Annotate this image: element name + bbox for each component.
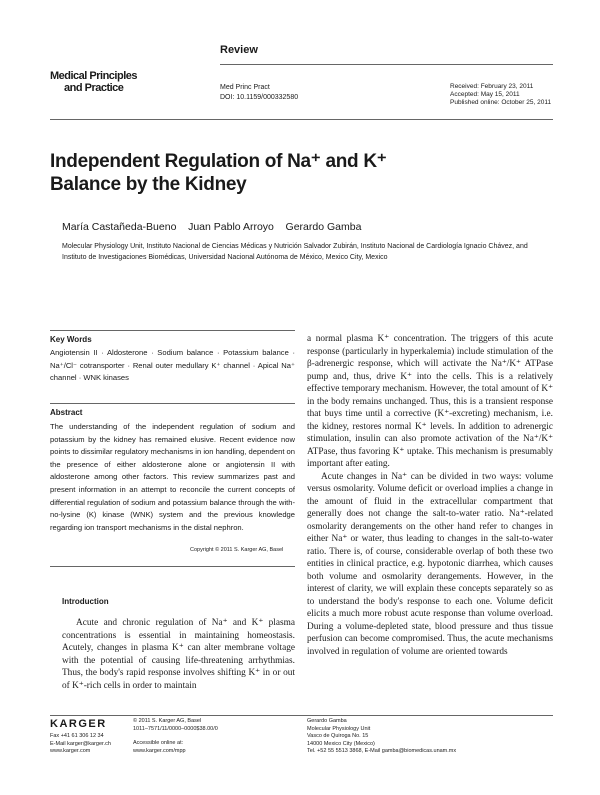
abstract-rule bbox=[50, 403, 295, 404]
journal-logo bbox=[50, 70, 170, 94]
corr-name: Gerardo Gamba bbox=[307, 718, 347, 724]
corr-street: Vasco de Quiroga No. 15 bbox=[307, 733, 369, 740]
intro-paragraph: Acute and chronic regulation of Na⁺ and K⁺ plasma concentrations is essential in maintaining homeostasis. Acutely, changes in plasma K⁺ can alter membrane voltage with the potential of causing life-threatening arrhythmias. Thus, the body's rapid response involves shifting K⁺ in or out of K⁺-rich cells in order to maintain bbox=[62, 618, 295, 691]
journal-name-line1: Medical Principles bbox=[50, 70, 137, 82]
dates-block bbox=[450, 83, 551, 108]
publisher-contact bbox=[50, 733, 111, 756]
header-rule bbox=[220, 64, 553, 65]
title-line-2: Balance by the Kidney bbox=[50, 174, 247, 195]
affiliation: Molecular Physiology Unit, Instituto Nacional de Ciencias Médicas y Nutrición Salvador Zubirán, Instituto Nacional de Cardiología Ignacio Chávez, and Instituto de Investigaciones Biomédicas, Universidad Nacional Autónoma de México, Mexico City, Mexico bbox=[62, 243, 528, 261]
keywords-heading: Key Words bbox=[50, 335, 92, 344]
title-line-1: Independent Regulation of Na⁺ and K⁺ bbox=[50, 151, 387, 172]
journal-name-line2: and Practice bbox=[64, 82, 124, 94]
abstract-bottom-rule bbox=[50, 566, 295, 567]
footer-copyright-block bbox=[133, 718, 218, 755]
right-column bbox=[307, 333, 553, 658]
footer-rule bbox=[50, 715, 553, 716]
access-label: Accessible online at: bbox=[133, 740, 184, 747]
correspondence-block bbox=[307, 718, 456, 756]
corr-contact: Tel. +52 55 5513 3868, E-Mail gamba@biomedicas.unam.mx bbox=[307, 748, 457, 755]
title-top-rule bbox=[50, 119, 553, 120]
footer-issn: 1011–7571/11/0000–0000$38.00/0 bbox=[133, 725, 218, 732]
published-date: Published online: October 25, 2011 bbox=[450, 99, 552, 107]
abstract-text: The understanding of the independent regulation of sodium and potassium by the kidney has remained elusive. Recent evidence now points to dissimilar regulatory mechanisms in ion handling, dependent on the presence of either aldosterone alone or angiotensin II with aldosterone among other factors. This review summarizes past and present information in an attempt to reconcile the current concepts of differential regulation of sodium and potassium balance through the with-no-lysine (K) kinase (WNK) system and the previous knowledge regarding ion transport mechanisms in the distal nephron. bbox=[50, 422, 295, 532]
keywords-rule bbox=[50, 330, 295, 331]
publisher-email: E-Mail karger@karger.ch bbox=[50, 740, 111, 747]
publisher-logo: KARGER bbox=[50, 718, 107, 730]
citation-block bbox=[220, 83, 298, 103]
page-title bbox=[50, 150, 490, 196]
keywords-text: Angiotensin II · Aldosterone · Sodium balance · Potassium balance · Na⁺/Cl⁻ cotransporter · Renal outer medullary K⁺ channel · Apical Na⁺ channel · WNK kinases bbox=[50, 348, 295, 383]
publisher-web[interactable]: www.karger.com bbox=[50, 748, 91, 755]
footer-copyright: © 2011 S. Karger AG, Basel bbox=[133, 718, 202, 724]
section-label: Review bbox=[220, 44, 258, 56]
access-url[interactable]: www.karger.com/mpp bbox=[133, 747, 186, 754]
corr-unit: Molecular Physiology Unit bbox=[307, 725, 371, 732]
received-date: Received: February 23, 2011 bbox=[450, 83, 534, 90]
right-paragraph-1: a normal plasma K⁺ concentration. The triggers of this acute response (particularly in hyperkalemia) include stimulation of the β-adrenergic response, which will activate the Na⁺/K⁺ ATPase pump and, thus, drive K⁺ into the cells. This is a relatively effective temporary mechanism. However, the total amount of K⁺ in the body remains unchanged. Thus, this is a transient response that buys time until a corrective (K⁺-excreting) mechanism, i.e. the kidney, restores normal K⁺ levels. In addition to adrenergic stimulation, insulin can also promote activation of the Na⁺/K⁺ ATPase, thus favoring K⁺ uptake. This mechanism is presumably important after eating. bbox=[307, 334, 553, 469]
doi: DOI: 10.1159/000332580 bbox=[220, 94, 299, 101]
accepted-date: Accepted: May 15, 2011 bbox=[450, 91, 520, 99]
abstract-heading: Abstract bbox=[50, 408, 83, 417]
authors: María Castañeda-Bueno Juan Pablo Arroyo Gerardo Gamba bbox=[62, 221, 362, 233]
abstract-copyright: Copyright © 2011 S. Karger AG, Basel bbox=[190, 547, 284, 553]
publisher-fax: Fax +41 61 306 12 34 bbox=[50, 733, 104, 739]
right-paragraph-2: Acute changes in Na⁺ can be divided in two ways: volume versus osmolarity. Volume deficit or overload implies a change in the amount of fluid in the extracellular compartment that generally does not change the salt-to-water ratio. Na⁺-related osmolarity derangements on the other hand refer to changes in either Na⁺ or water, thus leading to changes in the salt-to-water ratio. There is, of course, considerable overlap of both these two entities in clinical practice, e.g. hypotonic diarrhea, which causes both volume and osmolarity derangements. However, in the interest of clarity, we will explain these concepts separately so as to understand the body's response to each one. Volume deficit elicits a much more robust acute response than volume overload. During a volume-depleted state, blood pressure and thus tissue perfusion can become compromised. Thus, the acute mechanisms involved in regulation of volume are oriented towards bbox=[307, 471, 553, 657]
intro-heading: Introduction bbox=[62, 597, 109, 606]
citation: Med Princ Pract bbox=[220, 84, 270, 91]
corr-city: 14000 Mexico City (Mexico) bbox=[307, 740, 375, 747]
